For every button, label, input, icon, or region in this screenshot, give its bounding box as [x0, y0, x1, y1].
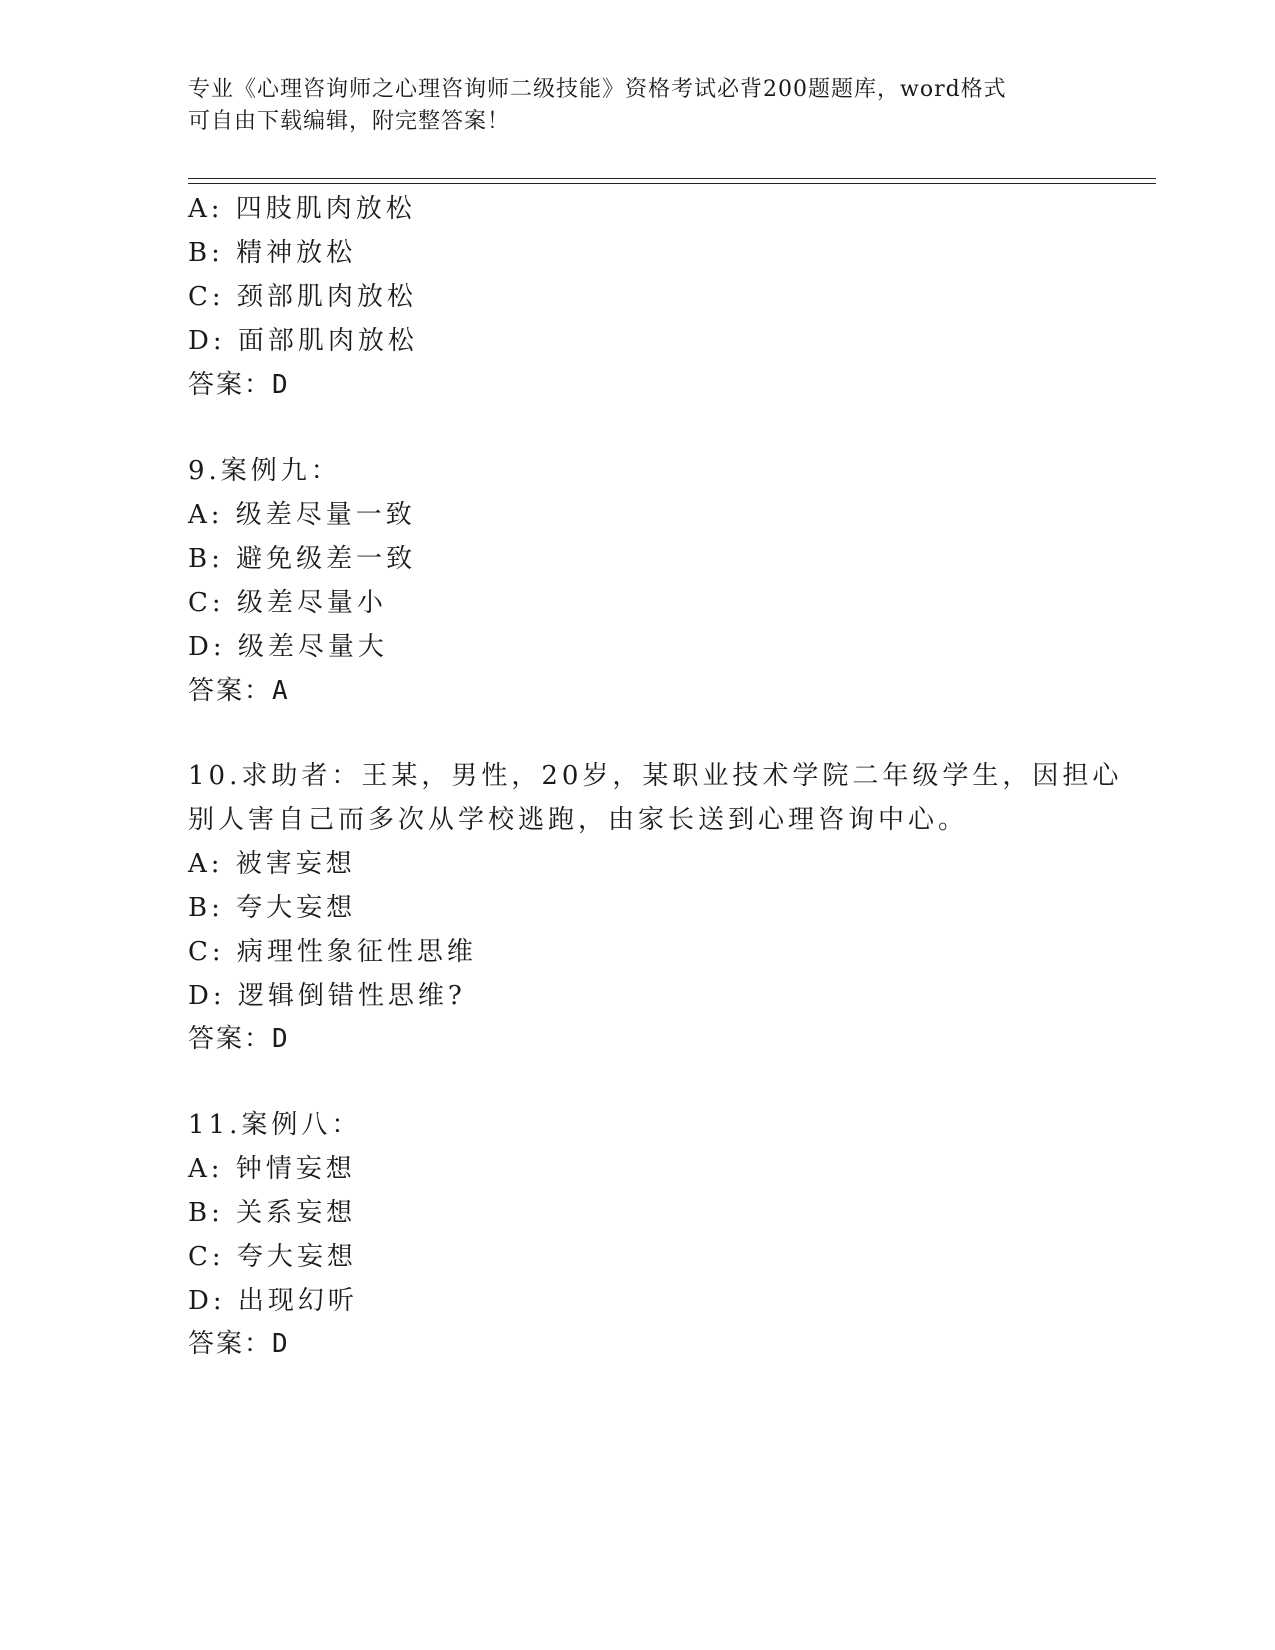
q9-option-c: C: 级差尽量小 [188, 588, 387, 618]
header-title-line-2: 可自由下载编辑，附完整答案！ [188, 109, 511, 134]
q11-option-c: C: 夸大妄想 [188, 1242, 357, 1272]
q10-title-line-2: 别人害自己而多次从学校逃跑，由家长送到心理咨询中心。 [188, 805, 969, 835]
header-divider-bottom [188, 183, 1156, 184]
q11-option-a: A: 钟情妄想 [188, 1154, 356, 1184]
q10-answer-label: 答案： [188, 1024, 273, 1054]
q8-answer-value: D [272, 370, 288, 400]
q9-title: 9.案例九： [188, 456, 341, 486]
q11-option-d: D: 出现幻听 [188, 1286, 358, 1316]
q8-option-a: A: 四肢肌肉放松 [188, 194, 416, 224]
q9-option-a: A: 级差尽量一致 [188, 500, 416, 530]
q10-answer-value: D [272, 1024, 288, 1054]
q11-answer-label: 答案： [188, 1329, 273, 1359]
header-divider-top [188, 178, 1156, 179]
q10-option-a: A: 被害妄想 [188, 849, 356, 879]
q9-option-b: B: 避免级差一致 [188, 544, 417, 574]
q10-option-c: C: 病理性象征性思维 [188, 937, 477, 967]
q10-option-d: D: 逻辑倒错性思维? [188, 981, 466, 1011]
q11-title: 11.案例八： [188, 1110, 362, 1140]
q10-answer [188, 1022, 288, 1056]
q9-answer [188, 674, 288, 708]
q8-answer-label: 答案： [188, 370, 273, 400]
q10-title-line-1: 10.求助者：王某，男性，20岁，某职业技术学院二年级学生，因担心 [188, 761, 1123, 791]
header-title-line-1: 专业《心理咨询师之心理咨询师二级技能》资格考试必背200题题库，word格式 [188, 77, 1007, 102]
q9-option-d: D: 级差尽量大 [188, 632, 388, 662]
q8-option-c: C: 颈部肌肉放松 [188, 282, 417, 312]
q8-option-b: B: 精神放松 [188, 238, 357, 268]
q11-option-b: B: 关系妄想 [188, 1198, 357, 1228]
q9-answer-value: A [272, 676, 288, 706]
q11-answer-value: D [272, 1329, 288, 1359]
q11-answer [188, 1327, 288, 1361]
q8-answer [188, 368, 288, 402]
q10-option-b: B: 夸大妄想 [188, 893, 357, 923]
q9-answer-label: 答案： [188, 676, 273, 706]
document-header [188, 74, 1088, 138]
q8-option-d: D: 面部肌肉放松 [188, 326, 418, 356]
